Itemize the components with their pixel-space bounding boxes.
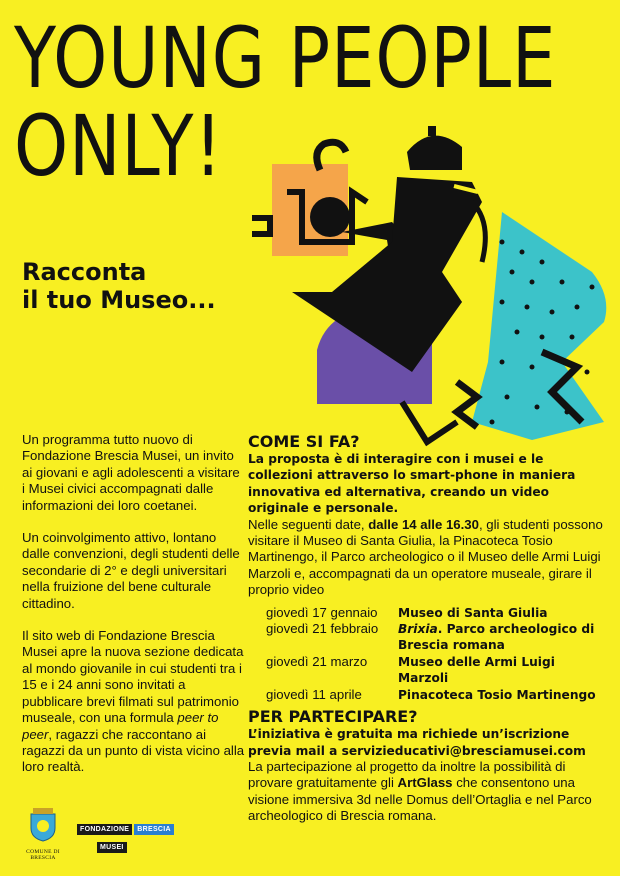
schedule-date: giovedì 17 gennaio xyxy=(266,604,378,620)
title-line-2: ONLY! xyxy=(14,97,223,195)
schedule-place: Museo di Santa Giulia xyxy=(398,605,548,620)
illustration xyxy=(232,122,618,452)
schedule-date: giovedì 21 marzo xyxy=(266,653,368,669)
fondazione-logo xyxy=(76,818,175,854)
schedule-place: Museo delle Armi Luigi Marzoli xyxy=(398,654,555,686)
title-line-1: YOUNG PEOPLE xyxy=(14,9,557,107)
schedule-row xyxy=(266,687,608,703)
intro-paragraph-2: Un coinvolgimento attivo, lontano dalle convenzioni, degli studenti delle secondarie di 2° e degli universitari nella fruizione del bene culturale cittadino. xyxy=(22,530,240,611)
schedule-date: giovedì 21 febbraio xyxy=(266,621,379,637)
intro-paragraph-3: Il sito web di Fondazione Brescia Musei apre la nuova sezione dedicata al mondo giovanile in cui studenti tra i 15 e i 24 anni sono invitati a pubblicare brevi filmati sul patrimonio museale, con una formula peer to peer, ragazzi che raccontano ai ragazzi da un punto di vista vicino alla loro realtà. xyxy=(22,628,245,775)
how-heading: COME SI FA? xyxy=(248,432,360,451)
schedule-row xyxy=(266,654,608,687)
comune-caption: COMUNE DI BRESCIA xyxy=(26,849,60,861)
logo-fondazione: FONDAZIONE xyxy=(77,824,132,835)
schedule-list xyxy=(266,605,608,703)
participate-text: La partecipazione al progetto da inoltre la possibilità di provare gratuitamente gli ArtGlass che consentono una visione immersiva 3d nelle Domus dell’Ortaglia e nel Parco archeologico di Brescia romana. xyxy=(248,758,592,824)
schedule-row xyxy=(266,621,608,654)
schedule-date: giovedì 11 aprile xyxy=(266,686,362,702)
poster-subtitle xyxy=(22,258,216,314)
subtitle-line-1: Racconta xyxy=(22,258,147,286)
logo-brescia: BRESCIA xyxy=(134,824,174,835)
comune-logo xyxy=(20,808,66,861)
how-text: Nelle seguenti date, dalle 14 alle 16.30, gli studenti possono visitare il Museo di Santa Giulia, la Pinacoteca Tosio Martinengo, il Parco archeologico o il Museo delle Armi Luigi Marzoli e, accompagnati da un operatore museale, girare il proprio video xyxy=(248,516,603,598)
details-column xyxy=(248,432,608,825)
logo-musei: MUSEI xyxy=(97,842,127,853)
participate-lead: L’iniziativa è gratuita ma richiede un’iscrizione previa mail a servizieducativi@bresciamusei.com xyxy=(248,727,586,758)
coat-of-arms-icon xyxy=(28,808,58,842)
how-lead: La proposta è di interagire con i musei e le collezioni attraverso lo smart-phone in maniera innovativa ed alternativa, creando un video originale e personale. xyxy=(248,452,576,516)
schedule-row xyxy=(266,605,608,621)
schedule-place: Brixia. Parco archeologico di Brescia romana xyxy=(398,622,595,653)
participate-heading: PER PARTECIPARE? xyxy=(248,707,418,727)
schedule-place: Pinacoteca Tosio Martinengo xyxy=(398,687,596,702)
intro-column xyxy=(22,432,246,792)
subtitle-line-2: il tuo Museo... xyxy=(22,286,216,314)
intro-paragraph-1: Un programma tutto nuovo di Fondazione Brescia Musei, un invito ai giovani e agli adolescenti a visitare i Musei civici accompagnati dalle informazioni dei loro coetanei. xyxy=(22,432,240,513)
helmet-shape xyxy=(407,136,462,170)
